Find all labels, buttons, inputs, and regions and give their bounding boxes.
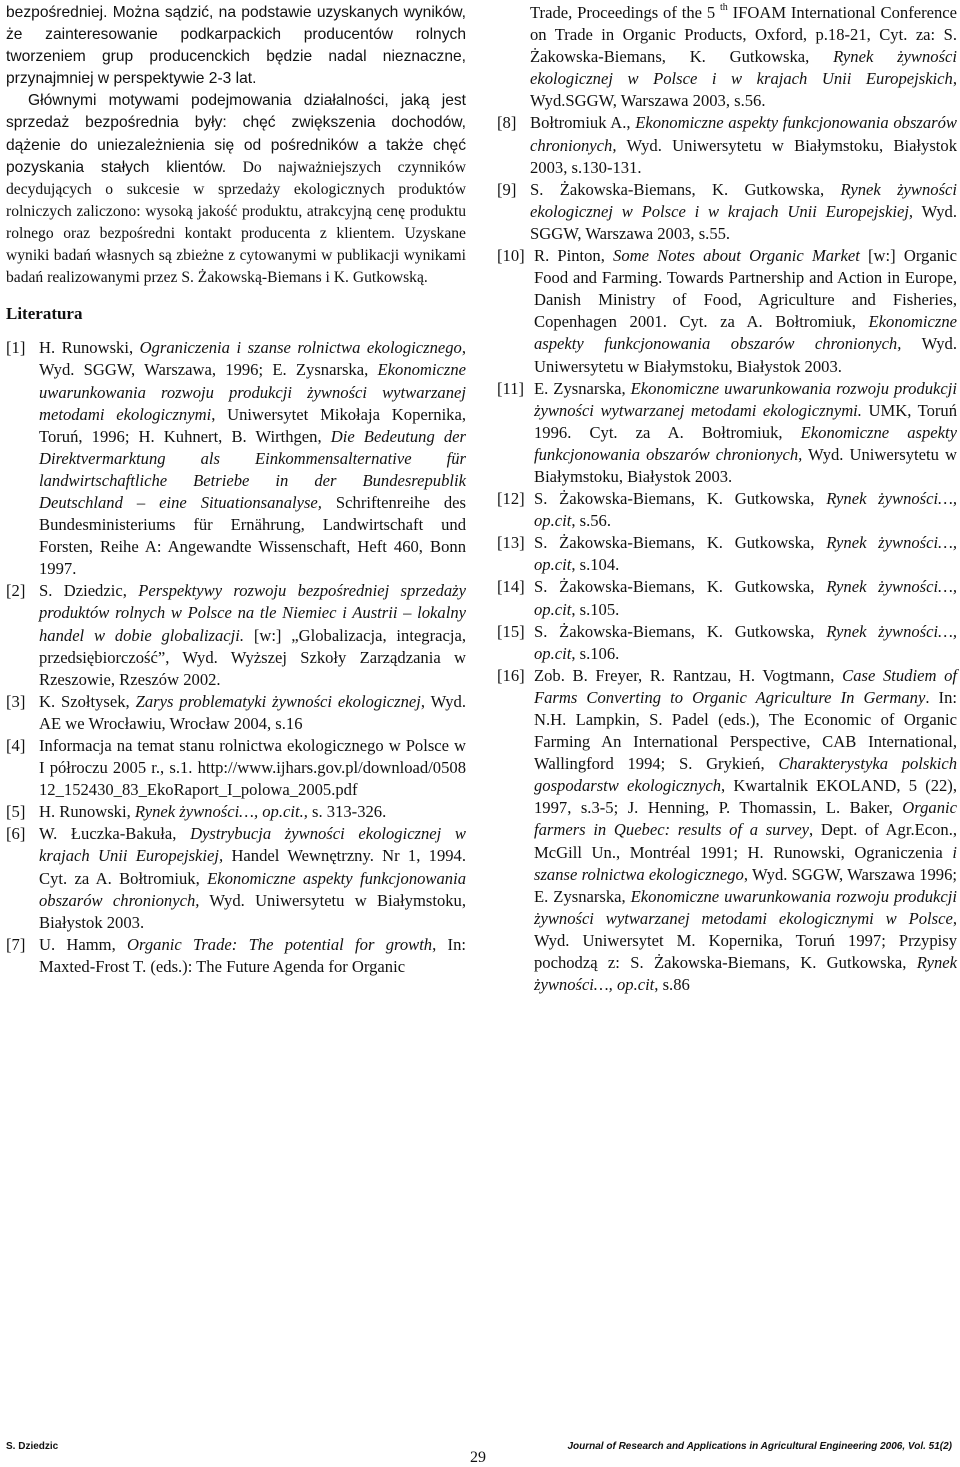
reference-text: [534, 488, 957, 532]
ref-title: Rynek żywności…, op.cit: [534, 953, 957, 995]
ref-text: Wyd. Uniwersytetu w Białymstoku, Białystok 2003, s.130-131.: [530, 135, 957, 177]
ref-title: Ekonomiczne aspekty funkcjonowania obszarów chronionych,: [534, 312, 957, 354]
superscript: th: [719, 2, 728, 13]
ref-text: S. Żakowska-Biemans, K. Gutkowska,: [530, 179, 841, 199]
reference-number: [9]: [497, 179, 517, 199]
ref-text: , Wyd. AE we Wrocławiu, Wrocław 2004, s.16: [39, 691, 467, 733]
reference-number: [6]: [6, 824, 26, 844]
ref-text: E. Zysnarska,: [534, 378, 631, 398]
reference-text: [530, 112, 957, 178]
reference-item: [497, 488, 957, 532]
ref-text: , Kwartalnik EKOLAND, 5 (22), 1997, s.3-5; J. Henning, P. Thomassin, L. Baker,: [534, 776, 957, 818]
ref-title: Ekonomiczne uwarunkowania rozwoju produkcji żywności wytwarzanej metodami ekologicznymi: [39, 360, 466, 424]
reference-number: [7]: [6, 934, 26, 954]
ref-title: Dystrybucja żywności ekologicznej w krajach Unii Europejskiej,: [39, 824, 466, 866]
reference-text: [534, 378, 957, 488]
ref-text: , s.105.: [571, 599, 620, 619]
reference-item: [497, 576, 957, 620]
ref-text: S. Żakowska-Biemans, K. Gutkowska,: [534, 621, 827, 641]
ref-title: Zarys problematyki żywności ekologicznej: [135, 691, 421, 711]
ref-title: Charakterystyka polskich gospodarstw ekologicznych: [534, 754, 957, 796]
page-number: 29: [470, 1449, 486, 1466]
reference-text: [39, 337, 466, 580]
left-column: [6, 2, 466, 978]
body-paragraph: bezpośredniej. Można sądzić, na podstawie uzyskanych wyników, że zainteresowanie podkarpackich producentów rolnych tworzeniem grup producenckich będzie nadal nieznaczne, przynajmniej w perspektywie 2-3 lat.: [6, 4, 466, 88]
ref-text: S. Dziedzic,: [39, 581, 139, 601]
reference-text: [39, 735, 466, 801]
reference-text: [530, 2, 957, 112]
ref-title: Ekonomiczne uwarunkowania rozwoju produkcji żywności wytwarzanej metodami ekologicznymi w Polsce: [534, 886, 957, 928]
ref-title: Organic Trade: The potential for growth: [127, 934, 433, 954]
ref-text: , Wyd. SGGW, Warszawa 1996; E. Zysnarska,: [534, 864, 958, 906]
ref-text: , Wyd. SGGW, Warszawa, 1996; E. Zysnarska,: [39, 338, 466, 380]
reference-item: [497, 179, 957, 245]
ref-text: , Wyd.SGGW, Warszawa 2003, s.56.: [530, 69, 957, 111]
ref-title: Ekonomiczne uwarunkowania rozwoju produkcji żywności wytwarzanej metodami ekologicznymi.: [534, 378, 957, 420]
ref-title: Case Studiem of Farms Converting to Organic Agriculture In Germany: [534, 665, 957, 707]
reference-item: [497, 532, 957, 576]
ref-title: Rynek żywności…, op.cit.,: [134, 802, 308, 822]
ref-text: , Uniwersytet Mikołaja Kopernika, Toruń, 1996; H. Kuhnert, B. Wirthgen,: [39, 404, 466, 446]
reference-number: [3]: [6, 691, 26, 711]
ref-title: Rynek żywności…, op.cit: [534, 577, 958, 619]
ref-title: Ekonomiczne aspekty funkcjonowania obszarów chronionych,: [39, 868, 466, 910]
reference-number: [11]: [497, 378, 525, 398]
ref-text: Wyd. Uniwersytetu w Białymstoku, Białystok 2003.: [39, 890, 466, 932]
ref-text: . In: N.H. Lampkin, S. Padel (eds.), The Economic of Organic Farming An International Perspective, CAB International, Wallingford 1994; S. Grykień,: [534, 687, 957, 774]
ref-title: Some Notes about Organic Market: [613, 246, 860, 266]
ref-text: , Dept. of Agr.Econ., McGill Un., Montréal 1991; H. Runowski, Ograniczenia: [534, 820, 957, 862]
ref-text: R. Pinton,: [534, 246, 614, 266]
reference-text: [39, 691, 466, 735]
ref-text: Handel Wewnętrzny. Nr 1, 1994. Cyt. za A. Bołtromiuk,: [39, 846, 466, 888]
ref-text: Wyd. SGGW, Warszawa 2003, s.55.: [530, 201, 957, 243]
ref-text: Bołtromiuk A.,: [530, 113, 636, 133]
body-text: Uzyskane wyniki badań własnych są zbieżne z cytowanymi w publikacji wynikami badań realizowanymi przez S. Żakowską-Biemans i K. Gutkowską.: [6, 224, 466, 287]
reference-item: [6, 580, 466, 690]
body-paragraph: [6, 90, 466, 289]
reference-item: [497, 112, 957, 178]
ref-text: , s.56.: [571, 511, 611, 531]
reference-text: [39, 823, 466, 933]
reference-number: [13]: [497, 533, 525, 553]
ref-text: , s.86: [654, 975, 690, 995]
reference-item: [497, 378, 957, 488]
reference-number: [5]: [6, 802, 26, 822]
reference-item: [6, 691, 466, 735]
reference-number: [2]: [6, 581, 26, 601]
ref-text: , In: Maxted-Frost T. (eds.): The Future Agenda for Organic: [39, 934, 466, 976]
reference-number: [16]: [497, 665, 525, 685]
ref-text: IFOAM International Conference on Trade in Organic Products, Oxford, p.18-21, Cyt. za: S. Żakowska-Biemans, K. Gutkowska,: [530, 3, 957, 67]
reference-item: [6, 934, 466, 978]
reference-item: [497, 665, 957, 996]
reference-text: [39, 801, 466, 823]
ref-text: S. Żakowska-Biemans, K. Gutkowska,: [534, 533, 827, 553]
reference-item: [497, 621, 957, 665]
ref-text: Wyd. Uniwersytetu w Białymstoku, Białystok 2003.: [534, 334, 958, 376]
ref-text: K. Szołtysek,: [39, 691, 136, 711]
ref-text: W. Łuczka-Bakuła,: [39, 824, 191, 844]
ref-text: , s.106.: [571, 643, 620, 663]
ref-text: Zob. B. Freyer, R. Rantzau, H. Vogtmann,: [534, 665, 843, 685]
ref-text: s. 313-326.: [307, 802, 387, 822]
reference-number: [12]: [497, 489, 525, 509]
ref-text: H. Runowski,: [39, 338, 140, 358]
ref-title: Rynek żywności ekologicznej w Polsce i w krajach Unii Europejskich: [530, 47, 957, 89]
ref-text: Trade, Proceedings of the 5: [530, 3, 720, 22]
ref-title: Rynek żywności…, op.cit: [534, 489, 958, 531]
body-text: Głównymi motywami podejmowania działalności, jaką jest sprzedaż bezpośrednia były: chęć zwiększenia dochodów, dążenie do uniezależnienia się od pośredników a także chęć pozyskania stałych klientów.: [6, 92, 466, 176]
reference-text: [534, 245, 957, 378]
ref-text: Informacja na temat stanu rolnictwa ekologicznego w Polsce w I półroczu 2005 r., s.1. http://www.ijhars.gov.pl/download/050812_152430_83_EkoRaport_I_polowa_2005.pdf: [39, 736, 466, 800]
reference-item: [6, 337, 466, 580]
ref-text: [w:] Organic Food and Farming. Towards Partnership and Action in Europe, Danish Ministry of Food, Agriculture and Fisheries, Copenhagen 2001. Cyt. za A. Bołtromiuk,: [534, 246, 957, 332]
ref-title: i szanse rolnictwa ekologicznego: [534, 842, 957, 884]
footer-journal: Journal of Research and Applications in Agricultural Engineering 2006, Vol. 51(2): [567, 1441, 952, 1452]
ref-title: Ekonomiczne aspekty funkcjonowania obszarów chronionych,: [530, 113, 957, 155]
reference-item: [6, 735, 466, 801]
reference-number: [10]: [497, 246, 525, 266]
reference-item: [6, 801, 466, 823]
ref-text: S. Żakowska-Biemans, K. Gutkowska,: [534, 489, 827, 509]
ref-title: Perspektywy rozwoju bezpośredniej sprzedaży produktów rolnych w Polsce na tle Niemiec i Austrii – lokalny handel w dobie globalizacji.: [39, 581, 466, 645]
reference-number: [14]: [497, 577, 525, 597]
reference-item: [497, 245, 957, 378]
reference-number: [15]: [497, 621, 525, 641]
reference-continuation: [497, 2, 957, 112]
reference-number: [1]: [6, 338, 26, 358]
reference-text: [534, 532, 957, 576]
ref-text: , s.104.: [571, 555, 620, 575]
ref-title: Ograniczenia i szanse rolnictwa ekologicznego: [139, 338, 462, 358]
ref-text: Wyd. Uniwersytetu w Białymstoku, Białystok 2003.: [534, 444, 957, 486]
ref-text: , Wyd. Uniwersytet M. Kopernika, Toruń 1997; Przypisy pochodzą z: S. Żakowska-Biemans, K. Gutkowska,: [534, 908, 957, 973]
reference-number: [4]: [6, 736, 26, 755]
reference-text: [534, 576, 957, 620]
section-heading: Literatura: [6, 304, 83, 324]
reference-text: [39, 580, 466, 690]
ref-text: U. Hamm,: [39, 934, 128, 954]
page-footer: [0, 1441, 960, 1466]
footer-author: S. Dziedzic: [6, 1441, 59, 1452]
reference-item: [6, 823, 466, 933]
reference-text: [39, 934, 466, 978]
body-text: Do najważniejszych czynników decydujących o sukcesie w sprzedaży ekologicznych produktów rolniczych zaliczono: wysoką jakość produktu, atrakcyjną cenę produktu rolnego oraz bezpośredni kontakt producenta z klientem.: [6, 158, 466, 242]
reference-text: [530, 179, 957, 245]
ref-text: Schriftenreihe des Bundesministeriums für Ernährung, Landwirtschaft und Forsten, Reihe A: Angewandte Wissenschaft, Heft 460, Bonn 1997.: [39, 492, 467, 579]
ref-title: Rynek żywności…, op.cit: [534, 533, 958, 575]
ref-text: S. Żakowska-Biemans, K. Gutkowska,: [534, 577, 827, 597]
ref-title: Organic farmers in Quebec: results of a survey: [534, 798, 957, 840]
ref-title: Rynek żywności ekologicznej w Polsce i w krajach Unii Europejskiej,: [530, 179, 958, 221]
ref-title: Die Bedeutung der Direktvermarktung als Einkommensalternative für landwirtschaftliche Betriebe in der Bundesrepublik Deutschland – eine Situationsanalyse,: [39, 426, 466, 512]
ref-title: Rynek żywności…, op.cit: [534, 621, 958, 663]
ref-title: Ekonomiczne aspekty funkcjonowania obszarów chronionych,: [534, 422, 957, 464]
ref-text: H. Runowski,: [39, 802, 135, 822]
right-column: [497, 2, 957, 996]
ref-text: UMK, Toruń 1996. Cyt. za A. Bołtromiuk,: [534, 400, 957, 442]
reference-text: [534, 665, 957, 996]
reference-number: [8]: [497, 113, 517, 133]
reference-text: [534, 621, 957, 665]
ref-text: [w:] „Globalizacja, integracja, przedsiębiorczość”, Wyd. Wyższej Szkoły Zarządzania w Rzeszowie, Rzeszów 2002.: [39, 625, 466, 689]
